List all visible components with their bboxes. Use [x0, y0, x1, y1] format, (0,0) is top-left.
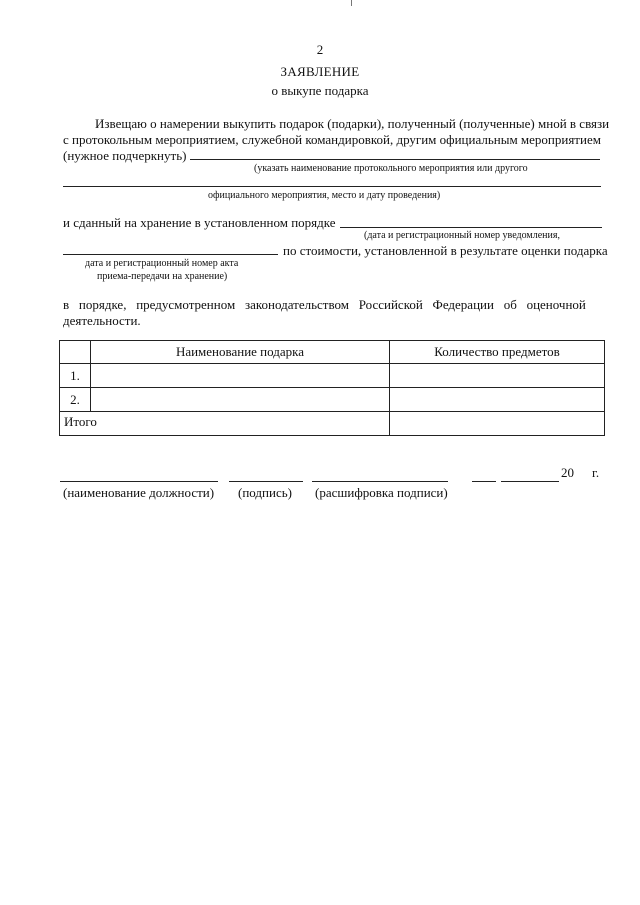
- notice-number-hint: (дата и регистрационный номер уведомления,: [364, 230, 560, 241]
- para2-line2: по стоимости, установленной в результате оценки подарка: [283, 243, 608, 258]
- para1-line3: (нужное подчеркнуть): [63, 148, 187, 163]
- para1-line2: с протокольным мероприятием, служебной командировкой, другим официальным мероприятием: [63, 132, 601, 147]
- signature-decoding-label: (расшифровка подписи): [315, 485, 448, 500]
- row-number: 2.: [60, 388, 91, 412]
- top-edge-mark: [351, 0, 352, 6]
- act-number-field[interactable]: [63, 254, 278, 255]
- date-month-field[interactable]: [501, 481, 559, 482]
- gifts-table: [59, 340, 605, 436]
- year-prefix: 20: [561, 465, 574, 480]
- total-quantity-cell[interactable]: [390, 412, 605, 436]
- gift-name-cell[interactable]: [91, 388, 390, 412]
- gift-quantity-cell[interactable]: [390, 364, 605, 388]
- event-details-hint: официального мероприятия, место и дату проведения): [208, 190, 441, 201]
- table-row: [60, 364, 605, 388]
- event-name-hint: (указать наименование протокольного мероприятия или другого: [254, 163, 528, 174]
- header-gift-name: Наименование подарка: [91, 341, 390, 364]
- signature-field[interactable]: [229, 481, 303, 482]
- header-quantity: Количество предметов: [390, 341, 605, 364]
- para3-line1: в порядке, предусмотренном законодательством Российской Федерации об оценочной: [63, 297, 586, 312]
- table-header-row: [60, 341, 605, 364]
- act-number-hint-2: приема-передачи на хранение): [97, 271, 228, 282]
- act-number-hint-1: дата и регистрационный номер акта: [85, 258, 239, 269]
- gift-name-cell[interactable]: [91, 364, 390, 388]
- para2-line1: и сданный на хранение в установленном порядке: [63, 215, 336, 230]
- position-field[interactable]: [60, 481, 218, 482]
- gift-quantity-cell[interactable]: [390, 388, 605, 412]
- total-row: [60, 412, 605, 436]
- event-name-field[interactable]: [190, 159, 600, 160]
- document-subtitle: о выкупе подарка: [271, 83, 369, 98]
- year-suffix: г.: [592, 465, 600, 480]
- para1-line1: Извещаю о намерении выкупить подарок (подарки), полученный (полученные) мной в связи: [95, 116, 610, 131]
- notice-number-field[interactable]: [340, 227, 602, 228]
- row-number: 1.: [60, 364, 91, 388]
- document-title: ЗАЯВЛЕНИЕ: [280, 64, 360, 79]
- header-num: [60, 341, 91, 364]
- event-details-field[interactable]: [63, 186, 601, 187]
- signature-decoding-field[interactable]: [312, 481, 448, 482]
- signature-label: (подпись): [238, 485, 292, 500]
- total-label: Итого: [60, 412, 390, 436]
- date-day-field[interactable]: [472, 481, 496, 482]
- table-row: [60, 388, 605, 412]
- position-label: (наименование должности): [63, 485, 215, 500]
- page-number: 2: [316, 42, 324, 57]
- para3-line2: деятельности.: [63, 313, 141, 328]
